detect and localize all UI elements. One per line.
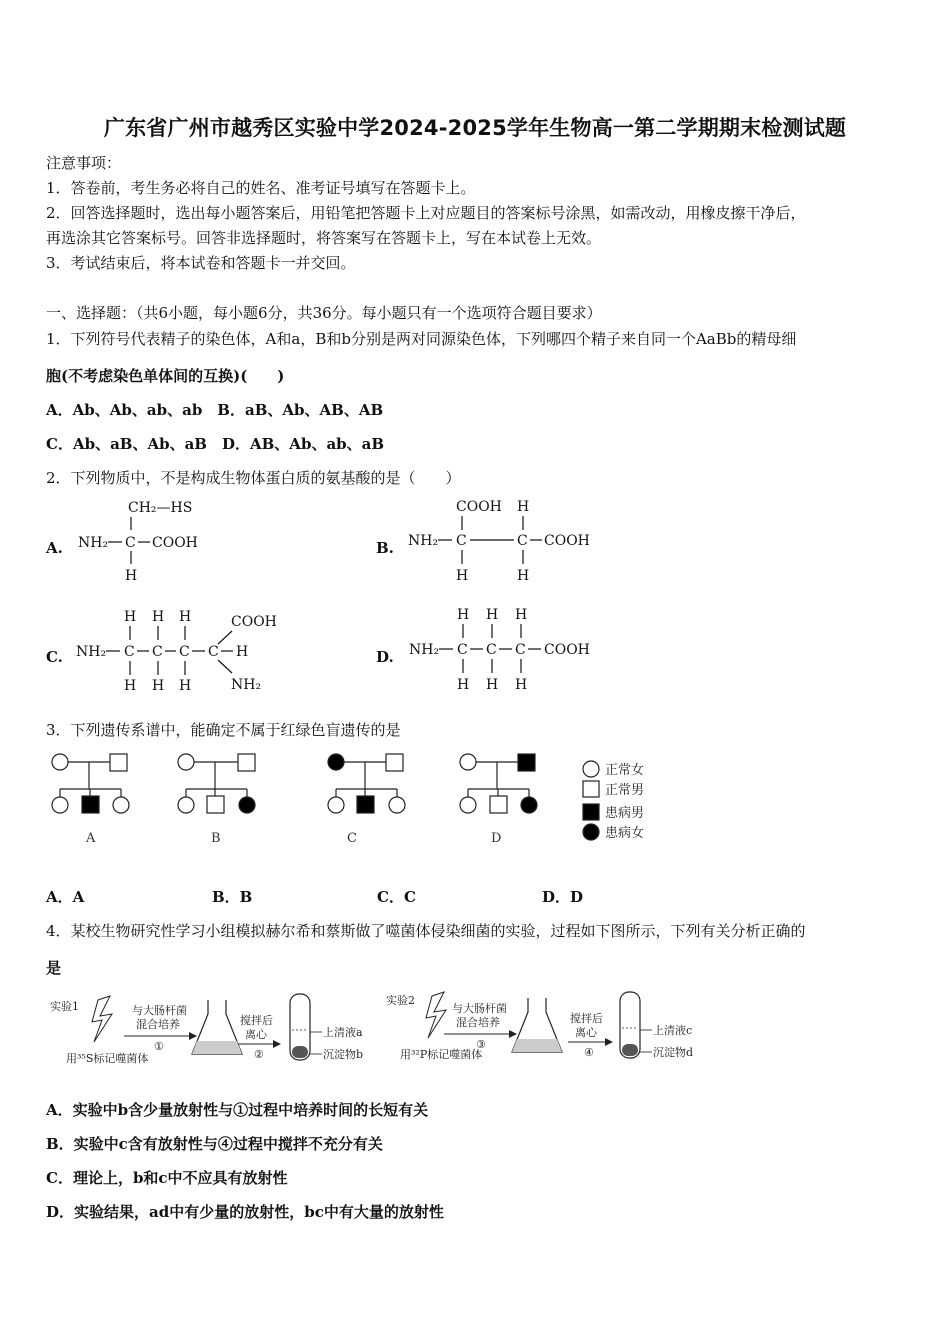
- svg-text:①: ①: [154, 1040, 164, 1053]
- svg-text:H: H: [457, 607, 470, 623]
- svg-text:与大肠杆菌: 与大肠杆菌: [452, 1002, 507, 1015]
- q4-option-d: D．实验结果，ad中有少量的放射性，bc中有大量的放射性: [46, 1203, 444, 1221]
- legend-normal-male-icon: [583, 781, 599, 797]
- svg-text:COOH: COOH: [544, 533, 590, 549]
- legend-affected-male-icon: [583, 804, 599, 820]
- svg-text:混合培养: 混合培养: [456, 1016, 500, 1029]
- svg-text:③: ③: [476, 1038, 486, 1051]
- legend-label: 患病女: [605, 826, 645, 841]
- section-heading: 一、选择题：（共6小题，每小题6分，共36分。每小题只有一个选项符合题目要求）: [46, 304, 602, 322]
- notice-item: 再选涂其它答案标号。回答非选择题时，将答案写在答题卡上，写在本试卷上无效。: [46, 229, 602, 247]
- q2-option-c-label: C.: [46, 648, 63, 666]
- svg-text:COOH: COOH: [152, 535, 198, 551]
- q2-option-d-label: D.: [376, 648, 394, 666]
- q4-experiment-diagram: [40, 988, 720, 1074]
- q2-option-b-label: B.: [376, 539, 394, 557]
- svg-text:上清液c: 上清液c: [653, 1024, 693, 1037]
- svg-text:用³⁵S标记噬菌体: 用³⁵S标记噬菌体: [66, 1052, 149, 1065]
- svg-text:C: C: [456, 533, 467, 549]
- q2-structure-a: [78, 500, 198, 584]
- q3-pedigrees: [0, 745, 700, 855]
- svg-text:H: H: [486, 607, 499, 623]
- svg-text:H: H: [179, 678, 192, 694]
- svg-text:NH₂: NH₂: [231, 677, 262, 693]
- q1-stem-line1: 1．下列符号代表精子的染色体，A和a，B和b分别是两对同源染色体，下列哪四个精子来自同一个AaBb的精母细: [46, 330, 797, 348]
- svg-text:②: ②: [254, 1048, 264, 1061]
- svg-text:COOH: COOH: [231, 614, 277, 630]
- q3-option-c: C．C: [377, 888, 416, 906]
- svg-text:H: H: [456, 568, 469, 584]
- svg-text:C: C: [179, 644, 190, 660]
- svg-text:COOH: COOH: [456, 499, 502, 515]
- pedigree-label-b: B: [211, 831, 221, 846]
- svg-text:实验2: 实验2: [386, 994, 415, 1007]
- svg-text:COOH: COOH: [544, 642, 590, 658]
- q3-option-a: A．A: [46, 888, 85, 906]
- svg-text:H: H: [457, 677, 470, 693]
- pedigree-label-d: D: [491, 831, 502, 846]
- svg-text:H: H: [179, 609, 192, 625]
- q2-structure-d: [409, 607, 590, 693]
- svg-text:H: H: [152, 609, 165, 625]
- svg-text:C: C: [486, 642, 497, 658]
- pedigree-a: [52, 754, 129, 813]
- svg-text:C: C: [515, 642, 526, 658]
- svg-text:NH₂: NH₂: [76, 644, 107, 660]
- svg-text:H: H: [125, 568, 138, 584]
- experiment-2: [386, 992, 693, 1061]
- q1-stem-line2: 胞(不考虑染色单体间的互换)( ): [46, 367, 285, 385]
- svg-text:C: C: [517, 533, 528, 549]
- pedigree-legend: [583, 761, 599, 840]
- legend-normal-female-icon: [583, 761, 599, 777]
- svg-text:H: H: [236, 644, 249, 660]
- svg-text:C: C: [124, 644, 135, 660]
- svg-text:离心: 离心: [575, 1026, 597, 1039]
- legend-label: 患病男: [605, 806, 645, 821]
- q2-structure-b: [408, 499, 590, 584]
- pedigree-label-a: A: [86, 831, 96, 846]
- legend-label: 正常男: [605, 783, 645, 798]
- svg-text:与大肠杆菌: 与大肠杆菌: [132, 1004, 187, 1017]
- q1-options-ab: A．Ab、Ab、ab、ab B．aB、Ab、AB、AB: [46, 401, 384, 419]
- svg-text:NH₂: NH₂: [78, 535, 109, 551]
- experiment-1: [50, 994, 363, 1065]
- svg-text:C: C: [457, 642, 468, 658]
- legend-affected-female-icon: [583, 824, 599, 840]
- notice-item: 2．回答选择题时，选出每小题答案后，用铅笔把答题卡上对应题目的答案标号涂黑，如需改动，用橡皮擦干净后，: [46, 204, 806, 222]
- svg-text:用³²P标记噬菌体: 用³²P标记噬菌体: [400, 1048, 483, 1061]
- svg-text:C: C: [152, 644, 163, 660]
- svg-text:H: H: [515, 607, 528, 623]
- svg-text:H: H: [152, 678, 165, 694]
- q1-options-cd: C．Ab、aB、Ab、aB D．AB、Ab、ab、aB: [46, 435, 385, 453]
- svg-text:混合培养: 混合培养: [136, 1018, 180, 1031]
- svg-text:离心: 离心: [245, 1028, 267, 1041]
- q3-option-b: B．B: [212, 888, 253, 906]
- svg-text:上清液a: 上清液a: [323, 1026, 363, 1039]
- q3-option-d: D．D: [542, 888, 584, 906]
- svg-text:搅拌后: 搅拌后: [240, 1014, 273, 1027]
- svg-text:沉淀物b: 沉淀物b: [323, 1048, 364, 1061]
- svg-text:H: H: [517, 568, 530, 584]
- svg-text:H: H: [486, 677, 499, 693]
- phage-icon: [92, 996, 112, 1042]
- pedigree-label-c: C: [347, 831, 357, 846]
- svg-text:实验1: 实验1: [50, 1000, 79, 1013]
- q4-option-b: B．实验中c含有放射性与④过程中搅拌不充分有关: [46, 1135, 383, 1153]
- pedigree-b: [178, 754, 255, 813]
- svg-text:H: H: [517, 499, 530, 515]
- q4-option-c: C．理论上，b和c中不应具有放射性: [46, 1169, 288, 1187]
- svg-text:NH₂: NH₂: [408, 533, 439, 549]
- svg-text:CH₂—HS: CH₂—HS: [128, 500, 193, 516]
- svg-text:④: ④: [584, 1046, 594, 1059]
- notice-heading: 注意事项：: [46, 154, 122, 172]
- notice-item: 1．答卷前，考生务必将自己的姓名、准考证号填写在答题卡上。: [46, 179, 476, 197]
- q2-structure-c: [76, 609, 277, 694]
- q4-stem-line2: 是: [46, 959, 62, 977]
- legend-label: 正常女: [605, 763, 645, 778]
- svg-text:NH₂: NH₂: [409, 642, 440, 658]
- svg-text:H: H: [515, 677, 528, 693]
- svg-text:沉淀物d: 沉淀物d: [653, 1046, 694, 1059]
- svg-text:H: H: [124, 678, 137, 694]
- q2-structures: [0, 490, 950, 700]
- svg-text:C: C: [125, 535, 136, 551]
- pedigree-c: [328, 754, 405, 813]
- svg-text:C: C: [208, 644, 219, 660]
- q4-option-a: A．实验中b含少量放射性与①过程中培养时间的长短有关: [46, 1101, 429, 1119]
- page-title: 广东省广州市越秀区实验中学2024-2025学年生物高一第二学期期末检测试题: [103, 116, 847, 140]
- svg-text:搅拌后: 搅拌后: [570, 1012, 603, 1025]
- q4-stem-line1: 4．某校生物研究性学习小组模拟赫尔希和蔡斯做了噬菌体侵染细菌的实验，过程如下图所示，下列有关分析正确的: [46, 922, 806, 940]
- q2-option-a-label: A.: [46, 539, 63, 557]
- q3-stem: 3．下列遗传系谱中，能确定不属于红绿色盲遗传的是: [46, 721, 401, 739]
- notice-item: 3．考试结束后，将本试卷和答题卡一并交回。: [46, 254, 356, 272]
- phage-icon: [426, 992, 446, 1038]
- svg-text:H: H: [124, 609, 137, 625]
- pedigree-d: [460, 754, 537, 813]
- q2-stem: 2．下列物质中，不是构成生物体蛋白质的氨基酸的是（ ）: [46, 469, 461, 487]
